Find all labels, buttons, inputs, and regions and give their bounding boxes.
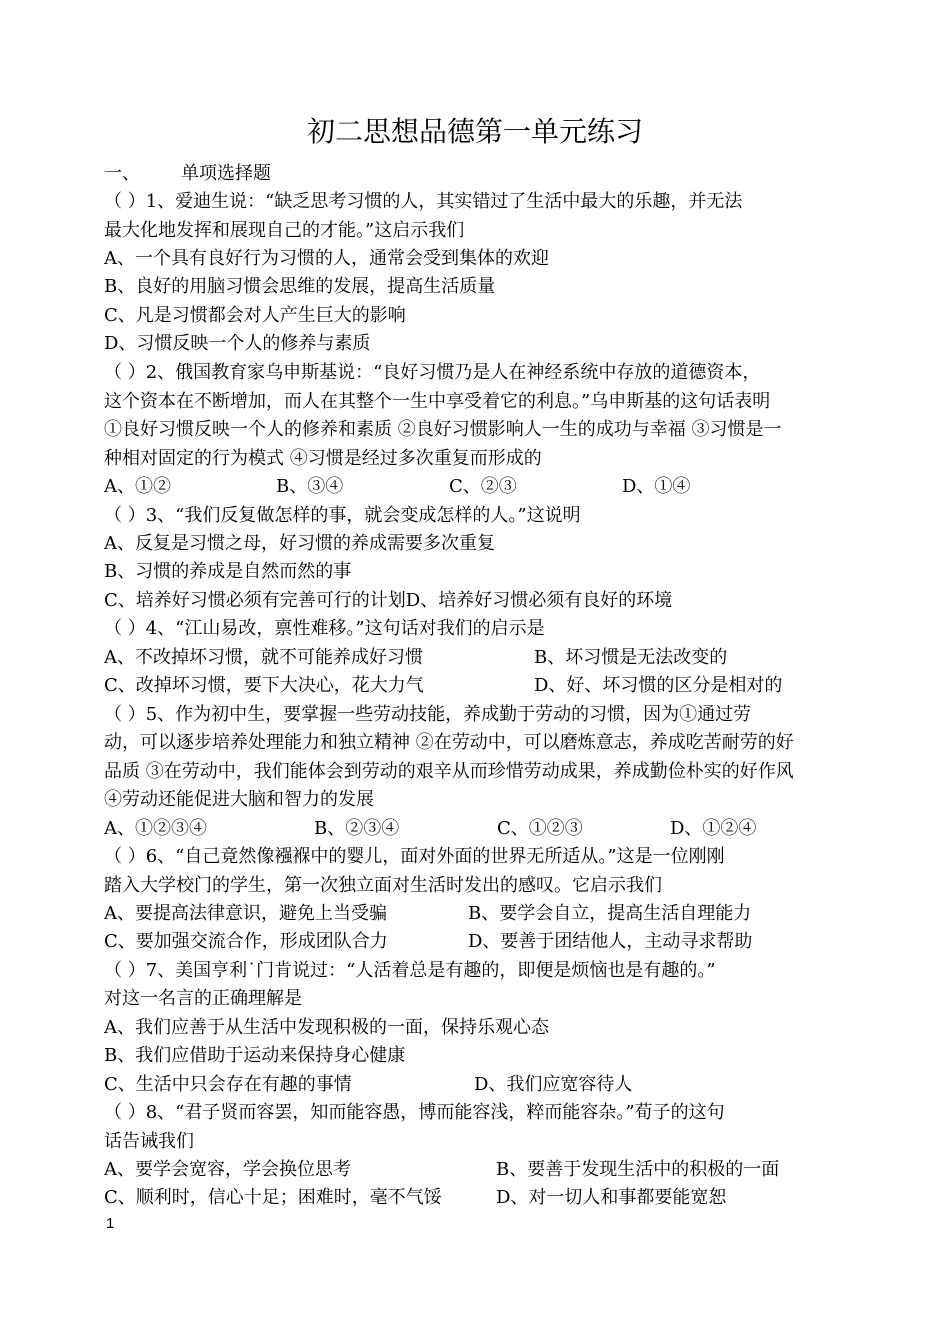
answer-option: A、要学会宽容，学会换位思考 <box>104 1159 351 1180</box>
answer-option: B、坏习惯是无法改变的 <box>534 647 728 668</box>
text-segment: ④劳动还能促进大脑和智力的发展 <box>104 789 374 810</box>
answer-option: D、对一切人和事都要能宽恕 <box>496 1187 727 1208</box>
text-segment: 踏入大学校门的学生，第一次独立面对生活时发出的感叹。它启示我们 <box>104 875 662 896</box>
answer-option: D、好、坏习惯的区分是相对的 <box>534 675 783 696</box>
answer-option: A、①② <box>104 476 171 497</box>
answer-option: D、要善于团结他人，主动寻求帮助 <box>468 931 753 952</box>
answer-option: A、①②③④ <box>104 818 207 839</box>
text-segment: B、良好的用脑习惯会思维的发展，提高生活质量 <box>104 276 496 297</box>
answer-option: C、要加强交流合作，形成团队合力 <box>104 931 388 952</box>
answer-option: C、①②③ <box>497 818 583 839</box>
answer-option: A、不改掉坏习惯，就不可能养成好习惯 <box>104 647 423 668</box>
answer-option: C、生活中只会存在有趣的事情 <box>104 1074 352 1095</box>
text-segment: （ ）3、“我们反复做怎样的事，就会变成怎样的人。”这说明 <box>104 505 581 526</box>
text-segment: 最大化地发挥和展现自己的才能。”这启示我们 <box>104 220 465 241</box>
text-segment: （ ）8、“君子贤而容罢，知而能容愚，博而能容浅，粹而能容杂。”荀子的这句 <box>104 1102 725 1123</box>
section-label: 单项选择题 <box>181 163 271 184</box>
text-segment: ①良好习惯反映一个人的修养和素质 ②良好习惯影响人一生的成功与幸福 ③习惯是一 <box>104 419 782 440</box>
text-segment: 种相对固定的行为模式 ④习惯是经过多次重复而形成的 <box>104 448 542 469</box>
text-segment: A、反复是习惯之母，好习惯的养成需要多次重复 <box>104 533 495 554</box>
text-segment: 话告诫我们 <box>104 1131 194 1152</box>
section-number: 一、 <box>104 163 140 184</box>
text-segment: 这个资本在不断增加，而人在其整个一生中享受着它的利息。”乌申斯基的这句话表明 <box>104 391 771 412</box>
text-segment: （ ）4、“江山易改，禀性难移。”这句话对我们的启示是 <box>104 618 545 639</box>
answer-option: B、要善于发现生活中的积极的一面 <box>496 1159 780 1180</box>
text-segment: （ ）1、爱迪生说：“缺乏思考习惯的人，其实错过了生活中最大的乐趣，并无法 <box>104 191 743 212</box>
text-segment: 品质 ③在劳动中，我们能体会到劳动的艰辛从而珍惜劳动成果，养成勤俭朴实的好作风 <box>104 761 794 782</box>
text-segment: （ ）6、“自己竟然像襁褓中的婴儿，面对外面的世界无所适从。”这是一位刚刚 <box>104 846 725 867</box>
answer-option: C、②③ <box>449 476 517 497</box>
text-segment: B、我们应借助于运动来保持身心健康 <box>104 1045 406 1066</box>
text-segment: B、习惯的养成是自然而然的事 <box>104 561 352 582</box>
text-segment: A、一个具有良好行为习惯的人，通常会受到集体的欢迎 <box>104 248 549 269</box>
answer-option: A、要提高法律意识，避免上当受骗 <box>104 903 387 924</box>
answer-option: B、②③④ <box>314 818 400 839</box>
page-title: 初二思想品德第一单元练习 <box>306 115 643 148</box>
answer-option: C、改掉坏习惯，要下大决心，花大力气 <box>104 675 424 696</box>
text-segment: 对这一名言的正确理解是 <box>104 988 302 1009</box>
answer-option: D、①④ <box>622 476 691 497</box>
answer-option: D、①②④ <box>670 818 757 839</box>
text-segment: （ ）5、作为初中生，要掌握一些劳动技能，养成勤于劳动的习惯，因为①通过劳 <box>104 704 752 725</box>
answer-option: D、我们应宽容待人 <box>474 1074 633 1095</box>
answer-option: C、顺利时，信心十足；困难时，毫不气馁 <box>104 1187 442 1208</box>
answer-option: B、要学会自立，提高生活自理能力 <box>468 903 752 924</box>
text-segment: D、习惯反映一个人的修养与素质 <box>104 333 371 354</box>
text-segment: A、我们应善于从生活中发现积极的一面，保持乐观心态 <box>104 1017 549 1038</box>
text-segment: 动，可以逐步培养处理能力和独立精神 ②在劳动中，可以磨炼意志，养成吃苦耐劳的好 <box>104 732 794 753</box>
page-number: 1 <box>106 1215 115 1232</box>
answer-option: B、③④ <box>276 476 344 497</box>
text-segment: C、培养好习惯必须有完善可行的计划D、培养好习惯必须有良好的环境 <box>104 590 673 611</box>
text-segment: C、凡是习惯都会对人产生巨大的影响 <box>104 305 406 326</box>
text-segment: （ ）7、美国亨利˙门肯说过：“人活着总是有趣的，即便是烦恼也是有趣的。” <box>104 960 716 981</box>
text-segment: （ ）2、俄国教育家乌申斯基说：“良好习惯乃是人在神经系统中存放的道德资本， <box>104 362 761 383</box>
